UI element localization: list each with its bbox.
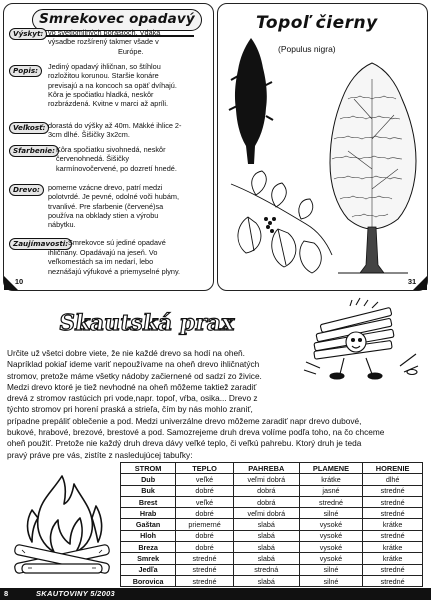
text-velkost bbox=[48, 121, 181, 140]
label-vyskyt: Výskyt: bbox=[9, 28, 47, 40]
right-page bbox=[217, 3, 428, 291]
left-page-title: Smrekovec opadavý bbox=[32, 9, 202, 31]
table-cell: dobrá bbox=[233, 485, 299, 496]
footer-page-number: 8 bbox=[4, 589, 9, 598]
section-title: Skautská prax bbox=[57, 310, 237, 336]
table-row bbox=[121, 485, 423, 496]
table-cell: vysoké bbox=[299, 542, 363, 553]
skautska-paragraph bbox=[7, 348, 427, 461]
label-sfarbenie: Sfarbenie: bbox=[9, 145, 59, 157]
text-line: rozložitou korunou. Staršie konáre bbox=[48, 71, 159, 81]
tree-name-cell: Jedľa bbox=[121, 564, 176, 575]
paragraph-line: bukové, hrabové, brezové, brestové a pod. Samozrejeme druh dreva volíme podľa toho, na čo chceme bbox=[7, 427, 385, 438]
header-cell: PAHREBA bbox=[233, 463, 299, 474]
paragraph-line: Určite už všetci dobre viete, že nie každé drevo sa hodí na oheň. bbox=[7, 348, 245, 358]
table-cell: veľmi dobrá bbox=[233, 474, 299, 485]
tree-name-cell: Buk bbox=[121, 485, 176, 496]
tree-name-cell: Dub bbox=[121, 474, 176, 485]
table-row bbox=[121, 575, 423, 586]
table-cell: priemerné bbox=[176, 519, 234, 530]
header-cell: STROM bbox=[121, 463, 176, 474]
table-row bbox=[121, 530, 423, 541]
text-line: ihličnany. Opadávajú na jeseň. Vo bbox=[48, 248, 158, 257]
table-row bbox=[121, 496, 423, 507]
text-zaujimavosti bbox=[68, 238, 166, 247]
paragraph-line: pravý práve pre vás, zistíte z nasledujúcej tabuľky: bbox=[7, 449, 193, 460]
right-page-title: Topoľ čierny bbox=[256, 13, 378, 33]
tree-name-cell: Brest bbox=[121, 496, 176, 507]
text-line: pomerne vzácne drevo, patrí medzi bbox=[48, 183, 163, 192]
table-row bbox=[121, 519, 423, 530]
left-page-number: 10 bbox=[14, 277, 24, 286]
paragraph-line: oheň použiť. Pretože nie každý druh dreva dávy veľké teplo, či veľkú pahrebu. Ktorý druh je teda bbox=[7, 438, 362, 449]
table-row bbox=[121, 553, 423, 564]
table-cell: stredné bbox=[176, 575, 234, 586]
text-line: vo svetlomilných porastoch. Vdaka bbox=[48, 28, 161, 37]
text-line: neznášajú výfukové a priemyselné plyny. bbox=[48, 266, 181, 276]
text-line: výsadbe rozšírený takmer všade v bbox=[48, 37, 159, 47]
text-line: rozbrázdená. Kvitne v marci až apríli. bbox=[48, 99, 169, 109]
table-cell: veľmi dobrá bbox=[233, 508, 299, 519]
table-cell: silné bbox=[299, 564, 363, 575]
paragraph-line: prípadne prepáliť oblečenie a pod. Medzi univerzálne drevo môžeme zaradiť napr drevo dubové, bbox=[7, 415, 362, 426]
table-cell: vysoké bbox=[299, 530, 363, 541]
header-cell: HORENIE bbox=[363, 463, 423, 474]
table-cell: dobrá bbox=[233, 496, 299, 507]
text-drevo bbox=[48, 183, 179, 229]
text-line: previsajú a na koncoch sa opäť dvíhajú. bbox=[48, 80, 177, 90]
table-cell: stredná bbox=[233, 564, 299, 575]
right-page-subtitle: (Populus nigra) bbox=[278, 44, 336, 54]
table-cell: krátke bbox=[363, 542, 423, 553]
paragraph-line: Napríklad pokiaľ ideme variť nepoužívame na oheň drevo ihličnatých bbox=[7, 359, 260, 370]
campfire-illustration bbox=[8, 470, 116, 582]
paragraph-line: drevá z stromov rastúcich pri vode,napr. topoľ, vŕba, osika... Drevo z bbox=[7, 393, 258, 404]
table-cell: slabá bbox=[233, 519, 299, 530]
table-row bbox=[121, 474, 423, 485]
text-line: Smrekovce sú jediné opadavé bbox=[68, 238, 166, 247]
table-cell: veľké bbox=[176, 474, 234, 485]
footer-magazine-issue: SKAUTOVINY 5/2003 bbox=[36, 589, 116, 598]
text-line: karmínovočervené, po dozretí hnedé. bbox=[56, 163, 177, 173]
table-cell: stredné bbox=[363, 530, 423, 541]
table-header-row bbox=[121, 463, 423, 474]
text-line: polotvrdé. Je pevné, odolné voči hubám, bbox=[48, 192, 180, 202]
table-row bbox=[121, 508, 423, 519]
table-row bbox=[121, 564, 423, 575]
text-line: veľkomestách sa im nedarí, lebo bbox=[48, 257, 154, 267]
text-line: Jediný opadavý ihličnan, so štíhlou bbox=[48, 62, 161, 71]
table-cell: slabá bbox=[233, 542, 299, 553]
table-cell: krátke bbox=[299, 474, 363, 485]
table-cell: stredné bbox=[363, 508, 423, 519]
table-row bbox=[121, 542, 423, 553]
text-zaujimavosti-cont bbox=[48, 248, 180, 276]
table-cell: slabá bbox=[233, 575, 299, 586]
table-cell: silné bbox=[299, 508, 363, 519]
table-cell: jasné bbox=[299, 485, 363, 496]
right-page-number: 31 bbox=[407, 277, 417, 286]
label-velkost: Veľkosť: bbox=[9, 122, 49, 134]
text-vyskyt bbox=[48, 28, 160, 56]
table-cell: krátke bbox=[363, 553, 423, 564]
text-line: 3cm dlhé. Šišičky 3x2cm. bbox=[48, 130, 130, 140]
tree-name-cell: Breza bbox=[121, 542, 176, 553]
table-cell: dlhé bbox=[363, 474, 423, 485]
label-zaujimavosti: Zaujímavosti: bbox=[9, 238, 72, 250]
left-page bbox=[3, 3, 214, 291]
table-cell: veľké bbox=[176, 496, 234, 507]
tree-name-cell: Hloh bbox=[121, 530, 176, 541]
text-line: Kôra je spočiatku hladká, neskôr bbox=[48, 89, 154, 99]
table-cell: krátke bbox=[363, 519, 423, 530]
paragraph-line: stromov, pretože máme všetky nádoby začiernené od sadzí zo živice. bbox=[7, 370, 262, 381]
table-cell: vysoké bbox=[299, 519, 363, 530]
table-cell: stredné bbox=[363, 575, 423, 586]
text-line: Európe. bbox=[118, 46, 144, 56]
header-cell: PLAMENE bbox=[299, 463, 363, 474]
table-cell: stredné bbox=[299, 496, 363, 507]
text-line: dorastá do výšky až 40m. Mäkké ihlice 2- bbox=[48, 121, 182, 130]
table-cell: stredné bbox=[176, 564, 234, 575]
label-popis: Popis: bbox=[9, 65, 42, 77]
table-cell: stredné bbox=[363, 485, 423, 496]
tree-name-cell: Smrek bbox=[121, 553, 176, 564]
text-line: používa na obklady stien a výrobu bbox=[48, 210, 159, 220]
wood-properties-table bbox=[120, 462, 423, 587]
text-line: nábytku. bbox=[48, 220, 76, 230]
book-spread bbox=[0, 0, 431, 292]
table-cell: dobré bbox=[176, 508, 234, 519]
table-body bbox=[121, 474, 423, 587]
text-sfarbenie bbox=[56, 145, 177, 173]
table-cell: dobré bbox=[176, 530, 234, 541]
paragraph-line: týchto stromov pri horení praská a strieľa, čím by nás mohlo zraniť, bbox=[7, 404, 253, 415]
text-line: trvanlivé. Pre sfarbenie (červené)sa bbox=[48, 201, 164, 211]
text-line: červenohnedá. Šišičky bbox=[56, 154, 130, 164]
table-cell: slabá bbox=[233, 530, 299, 541]
poplar-silhouette-icon bbox=[226, 36, 276, 166]
table-cell: vysoké bbox=[299, 553, 363, 564]
skautska-prax-title bbox=[57, 302, 237, 340]
text-popis bbox=[48, 62, 177, 108]
text-line: Kôra spočiatku sivohnedá, neskôr bbox=[56, 145, 166, 154]
table-cell: stredné bbox=[363, 564, 423, 575]
paragraph-line: Medzi drevo ktoré je tiež nevhodné na oheň môžeme taktiež zaradiť bbox=[7, 381, 257, 392]
table-cell: dobré bbox=[176, 542, 234, 553]
poplar-tree-illustration bbox=[318, 59, 426, 279]
table-cell: silné bbox=[299, 575, 363, 586]
label-drevo: Drevo: bbox=[9, 184, 44, 196]
tree-name-cell: Gaštan bbox=[121, 519, 176, 530]
header-cell: TEPLO bbox=[176, 463, 234, 474]
table-cell: stredné bbox=[363, 496, 423, 507]
tree-name-cell: Hrab bbox=[121, 508, 176, 519]
tree-name-cell: Borovica bbox=[121, 575, 176, 586]
table-cell: stredné bbox=[176, 553, 234, 564]
table-cell: slabá bbox=[233, 553, 299, 564]
table-cell: dobré bbox=[176, 485, 234, 496]
